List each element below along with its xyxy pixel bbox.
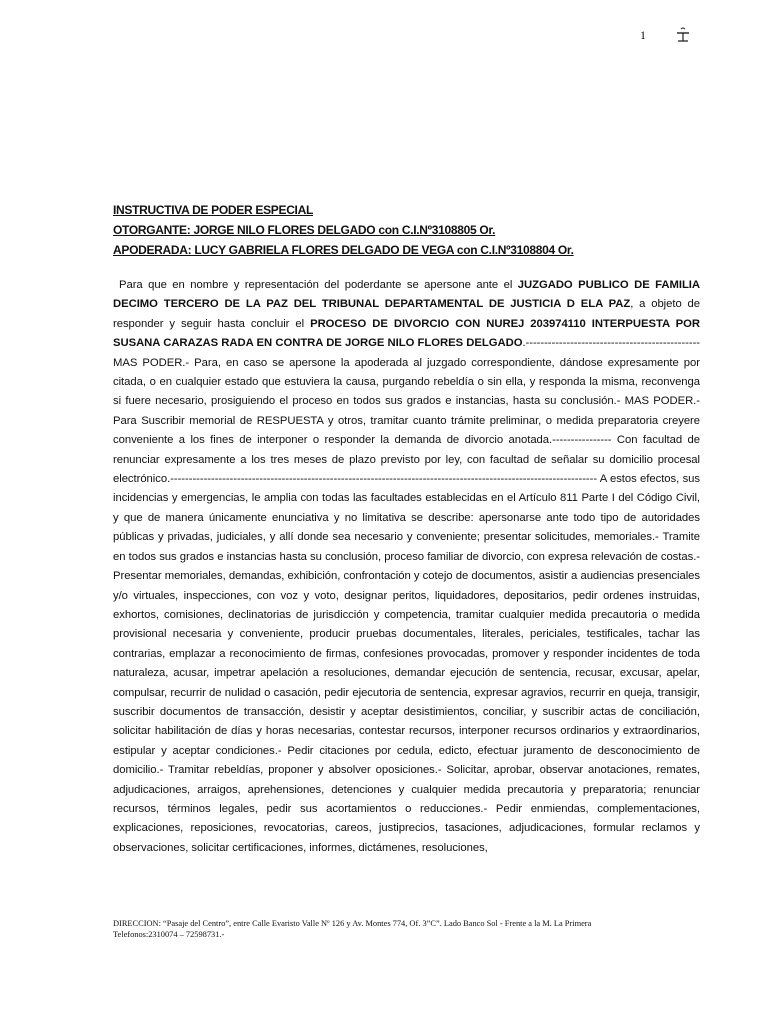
- body-paragraph: [113, 276, 700, 858]
- grantor-line: OTORGANTE: JORGE NILO FLORES DELGADO con C.I.Nº3108805 Or.: [113, 223, 496, 237]
- object-text: , a objeto de responder y seguir hasta concluir el: [113, 298, 700, 330]
- attorney-line: APODERADA: LUCY GABRIELA FLORES DELGADO DE VEGA con C.I.Nº3108804 Or.: [113, 243, 574, 257]
- footer-address: DIRECCION: “Pasaje del Centro”, entre Calle Evaristo Valle Nº 126 y Av. Montes 774, Of. 3”C”. Lado Banco Sol - Frente a la M. La Primera: [113, 919, 592, 928]
- process-name: PROCESO DE DIVORCIO CON NUREJ 203974110 INTERPUESTA POR SUSANA CARAZAS RADA EN CONTRA DE JORGE NILO FLORES DELGADO: [113, 317, 700, 350]
- power-of-attorney-body: [113, 276, 700, 870]
- page-number: 1: [640, 28, 646, 42]
- body-continuation: .----------------------------------------------- MAS PODER.- Para, en caso se apersone la apoderada al juzgado correspondiente, dándose expresamente por citada, o en cualquier estado que estuviera la causa, purgando rebeldía o sin ella, y responda la misma, reconvenga si fuere necesario, prosiguiendo el proceso en todos sus grados e instancias, hasta su conclusión.- MAS PODER.- Para Suscribir memorial de RESPUESTA y otros, tramitar cuanto trámite preliminar, o medida preparatoria creyere conveniente a los fines de interponer o responder la demanda de divorcio anotada.---------------- Con facultad de renunciar expresamente a los tres meses de plazo previsto por ley, con facultad de señalar su domicilio procesal electrónico.------------------------------------------------------------------------------------------------------------------- A estos efectos, sus incidencias y emergencias, le amplia con todas las facultades establecidas en el Artículo 811 Parte I del Código Civil, y que de manera únicamente enunciativa y no limitativa se describe: apersonarse ante todo tipo de autoridades públicas y privadas, judiciales, y allí donde sea necesario y conveniente; presentar solicitudes, memoriales.- Tramite en todos sus grados e instancias hasta su conclusión, proceso familiar de divorcio, con expresa relevación de costas.- Presentar memoriales, demandas, exhibición, confrontación y cotejo de documentos, asistir a audiencias presenciales y/o virtuales, inspecciones, con voz y voto, designar peritos, liquidadores, depositarios, pedir ordenes instruidas, exhortos, comisiones, declinatorias de jurisdicción y competencia, tramitar cualquier medida precautoria o medida provisional necesaria y conveniente, producir pruebas documentales, literales, periciales, testificales, tachar las contrarias, emplazar a reconocimiento de firmas, confesiones provocadas, promover y responder incidentes de toda naturaleza, acusar, impetrar apelación a resoluciones, demandar ejecución de sentencia, recusar, excusar, apelar, compulsar, recurrir de nulidad o casación, pedir ejecutoria de sentencia, expresar agravios, recurrir en queja, transigir, suscribir documentos de transacción, desistir y aceptar desistimientos, conciliar, y suscribir actas de conciliación, solicitar habilitación de días y horas necesarias, contestar recursos, interponer recursos ordinarios y extraordinarios, estipular y aceptar condiciones.- Pedir citaciones por cedula, edicto, efectuar juramento de desconocimiento de domicilio.- Tramitar rebeldías, proponer y absolver oposiciones.- Solicitar, aprobar, observar anotaciones, remates, adjudicaciones, arraigos, aprehensiones, detenciones y cualquier medida precautoria y preparatoria; renunciar recursos, términos legales, pedir sus acortamientos o reducciones.- Pedir enmiendas, complementaciones, explicaciones, reposiciones, revocatorias, careos, justiprecios, tasaciones, adjudicaciones, formular reclamos y observaciones, solicitar certificaciones, informes, dictámenes, resoluciones,: [113, 337, 700, 854]
- document-title: INSTRUCTIVA DE PODER ESPECIAL: [113, 203, 313, 217]
- footer: [113, 918, 703, 940]
- court-name: JUZGADO PUBLICO DE FAMILIA DECIMO TERCERO DE LA PAZ DEL TRIBUNAL DEPARTAMENTAL DE JUSTICIA D ELA PAZ: [113, 279, 700, 311]
- footer-phones: Telefonos:2310074 – 72598731.-: [113, 930, 225, 939]
- initials-mark-icon: [672, 24, 694, 44]
- document-heading: [113, 200, 703, 260]
- intro-text: Para que en nombre y representación del poderdante se apersone ante el: [119, 279, 513, 291]
